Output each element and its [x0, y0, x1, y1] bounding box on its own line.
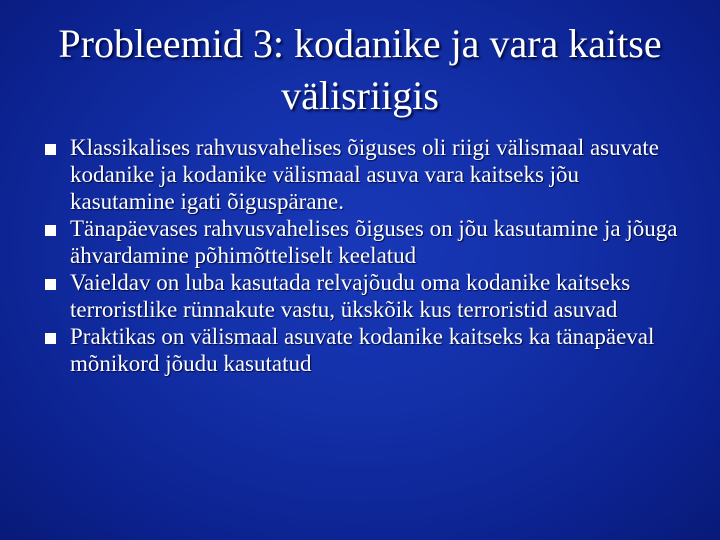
bullet-item: [44, 215, 684, 269]
bullet-text: Vaieldav on luba kasutada relvajõudu oma kodanike kaitseks terroristlike rünnakute vastu, ükskõik kus terroristid asuvad: [70, 270, 631, 322]
square-bullet-icon: [45, 144, 56, 155]
square-bullet-icon: [45, 279, 56, 290]
slide-title: Probleemid 3: kodanike ja vara kaitse välisriigis: [58, 21, 662, 118]
bullet-text: Praktikas on välismaal asuvate kodanike kaitseks ka tänapäeval mõnikord jõudu kasutatud: [70, 324, 655, 376]
bullet-item: [44, 269, 684, 323]
square-bullet-icon: [45, 333, 56, 344]
square-bullet-icon: [45, 225, 56, 236]
bullet-item: [44, 134, 684, 215]
bullet-item: [44, 323, 684, 377]
bullet-list: [44, 134, 684, 377]
bullet-text: Klassikalises rahvusvahelises õiguses oli riigi välismaal asuvate kodanike ja kodanike välismaal asuva vara kaitseks jõu kasutamine igati õiguspärane.: [70, 135, 659, 214]
bullet-text: Tänapäevases rahvusvahelises õiguses on jõu kasutamine ja jõuga ähvardamine põhimõtteliselt keelatud: [70, 216, 678, 268]
